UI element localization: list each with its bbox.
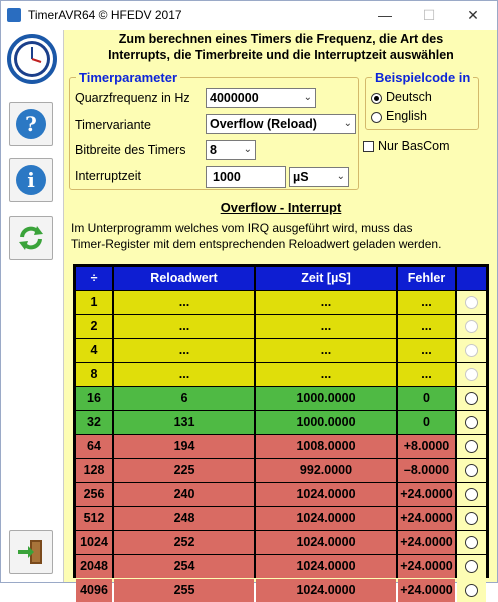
cell-reload: 131 — [114, 411, 254, 434]
bit-width-select[interactable] — [206, 140, 256, 160]
row-radio-button[interactable] — [465, 488, 478, 501]
timer-variant-select[interactable] — [206, 114, 356, 134]
cell-reload: ... — [114, 291, 254, 314]
cell-divider: 512 — [76, 507, 112, 530]
cell-error: +8.0000 — [398, 435, 455, 458]
cell-time: ... — [256, 291, 396, 314]
row-select-cell — [457, 507, 486, 530]
row-select-cell — [457, 483, 486, 506]
cell-error: ... — [398, 363, 455, 386]
cell-divider: 256 — [76, 483, 112, 506]
cell-divider: 4096 — [76, 579, 112, 602]
timer-variant-value: Overflow (Reload) — [210, 117, 317, 131]
timer-variant-label: Timervariante — [75, 118, 151, 132]
cell-time: 1024.0000 — [256, 555, 396, 578]
cell-reload: 252 — [114, 531, 254, 554]
row-radio-button[interactable] — [465, 560, 478, 573]
chevron-down-icon: ⌄ — [243, 144, 252, 155]
row-select-cell — [457, 387, 486, 410]
cell-reload: ... — [114, 363, 254, 386]
cell-time: ... — [256, 339, 396, 362]
cell-reload: 194 — [114, 435, 254, 458]
info-icon: i — [16, 165, 46, 195]
help-icon: ? — [16, 109, 46, 139]
maximize-button: ☐ — [422, 7, 436, 23]
row-radio-button — [465, 296, 478, 309]
cell-reload: 225 — [114, 459, 254, 482]
cell-divider: 2048 — [76, 555, 112, 578]
cell-error: –8.0000 — [398, 459, 455, 482]
row-select-cell — [457, 411, 486, 434]
cell-error: 0 — [398, 411, 455, 434]
cell-time: 1008.0000 — [256, 435, 396, 458]
column-header-divider: ÷ — [76, 267, 112, 290]
cell-error: 0 — [398, 387, 455, 410]
column-header-reload: Reloadwert — [114, 267, 254, 290]
cell-error: ... — [398, 291, 455, 314]
cell-divider: 128 — [76, 459, 112, 482]
interrupt-time-input[interactable]: 1000 — [206, 166, 286, 188]
frequency-value: 4000000 — [210, 91, 259, 105]
radio-deutsch[interactable] — [371, 93, 382, 104]
column-header-select — [457, 267, 486, 290]
cell-divider: 16 — [76, 387, 112, 410]
cell-error: ... — [398, 339, 455, 362]
close-button[interactable]: ✕ — [467, 7, 479, 23]
cell-divider: 8 — [76, 363, 112, 386]
chevron-down-icon: ⌄ — [303, 92, 312, 103]
cell-error: +24.0000 — [398, 555, 455, 578]
help-button[interactable] — [9, 102, 53, 146]
section-title: Overflow - Interrupt — [220, 200, 342, 215]
example-code-legend: Beispielcode in — [375, 70, 471, 85]
window-title: TimerAVR64 © HFEDV 2017 — [28, 8, 182, 22]
sidebar — [1, 30, 64, 582]
row-radio-button[interactable] — [465, 584, 478, 597]
time-unit-select[interactable] — [289, 167, 349, 187]
deutsch-label: Deutsch — [386, 90, 432, 104]
english-label: English — [386, 109, 427, 123]
row-select-cell — [457, 579, 486, 602]
cell-error: +24.0000 — [398, 531, 455, 554]
instruction-header — [71, 30, 491, 65]
section-description — [71, 220, 491, 252]
cell-divider: 2 — [76, 315, 112, 338]
cell-divider: 1 — [76, 291, 112, 314]
row-radio-button — [465, 320, 478, 333]
cell-error: +24.0000 — [398, 579, 455, 602]
row-radio-button — [465, 344, 478, 357]
cell-time: 1024.0000 — [256, 507, 396, 530]
cell-error: ... — [398, 315, 455, 338]
cell-time: 1024.0000 — [256, 483, 396, 506]
cell-reload: ... — [114, 339, 254, 362]
client-area — [1, 30, 497, 597]
row-select-cell — [457, 555, 486, 578]
chevron-down-icon: ⌄ — [336, 171, 345, 182]
row-select-cell — [457, 339, 486, 362]
interrupt-time-label: Interruptzeit — [75, 169, 142, 183]
cell-time: 1024.0000 — [256, 579, 396, 602]
chevron-down-icon: ⌄ — [343, 118, 352, 129]
refresh-icon — [16, 223, 46, 253]
cell-error: +24.0000 — [398, 483, 455, 506]
exit-door-icon — [16, 537, 46, 567]
cell-reload: 255 — [114, 579, 254, 602]
info-button[interactable] — [9, 158, 53, 202]
row-select-cell — [457, 435, 486, 458]
frequency-select[interactable] — [206, 88, 316, 108]
cell-reload: 6 — [114, 387, 254, 410]
row-radio-button — [465, 368, 478, 381]
row-radio-button[interactable] — [465, 464, 478, 477]
cell-time: 1024.0000 — [256, 531, 396, 554]
bit-width-label: Bitbreite des Timers — [75, 143, 186, 157]
cell-time: 1000.0000 — [256, 387, 396, 410]
cell-divider: 32 — [76, 411, 112, 434]
cell-error: +24.0000 — [398, 507, 455, 530]
row-select-cell — [457, 531, 486, 554]
row-select-cell — [457, 363, 486, 386]
cell-reload: 240 — [114, 483, 254, 506]
cell-time: ... — [256, 315, 396, 338]
cell-reload: ... — [114, 315, 254, 338]
bascom-only-label: Nur BasCom — [378, 139, 450, 153]
row-select-cell — [457, 459, 486, 482]
minimize-button[interactable]: — — [378, 7, 392, 23]
refresh-button[interactable] — [9, 216, 53, 260]
cell-divider: 64 — [76, 435, 112, 458]
app-icon — [7, 8, 21, 22]
row-select-cell — [457, 315, 486, 338]
title-bar — [1, 1, 497, 30]
row-radio-button[interactable] — [465, 416, 478, 429]
radio-english[interactable] — [371, 112, 382, 123]
cell-divider: 1024 — [76, 531, 112, 554]
bascom-only-checkbox[interactable] — [363, 141, 374, 152]
row-radio-button[interactable] — [465, 536, 478, 549]
bit-width-value: 8 — [210, 143, 217, 157]
results-table — [73, 264, 489, 597]
column-header-error: Fehler — [398, 267, 455, 290]
exit-button[interactable] — [9, 530, 53, 574]
cell-time: ... — [256, 363, 396, 386]
cell-reload: 248 — [114, 507, 254, 530]
row-radio-button[interactable] — [465, 392, 478, 405]
row-radio-button[interactable] — [465, 440, 478, 453]
time-unit-value: µS — [293, 170, 309, 184]
cell-reload: 254 — [114, 555, 254, 578]
frequency-label: Quarzfrequenz in Hz — [75, 91, 190, 105]
column-header-time: Zeit [µS] — [256, 267, 396, 290]
row-radio-button[interactable] — [465, 512, 478, 525]
header-line-1: Zum berechnen eines Timers die Frequenz, die Art des — [118, 32, 444, 46]
row-select-cell — [457, 291, 486, 314]
description-line-1: Im Unterprogramm welches vom IRQ ausgeführt wird, muss das — [71, 221, 413, 235]
cell-time: 1000.0000 — [256, 411, 396, 434]
header-line-2: Interrupts, die Timerbreite und die Interruptzeit auswählen — [108, 48, 454, 62]
timer-parameter-legend: Timerparameter — [79, 70, 178, 85]
description-line-2: Timer-Register mit dem entsprechenden Reloadwert geladen werden. — [71, 237, 442, 251]
cell-divider: 4 — [76, 339, 112, 362]
clock-icon — [7, 34, 57, 84]
cell-time: 992.0000 — [256, 459, 396, 482]
